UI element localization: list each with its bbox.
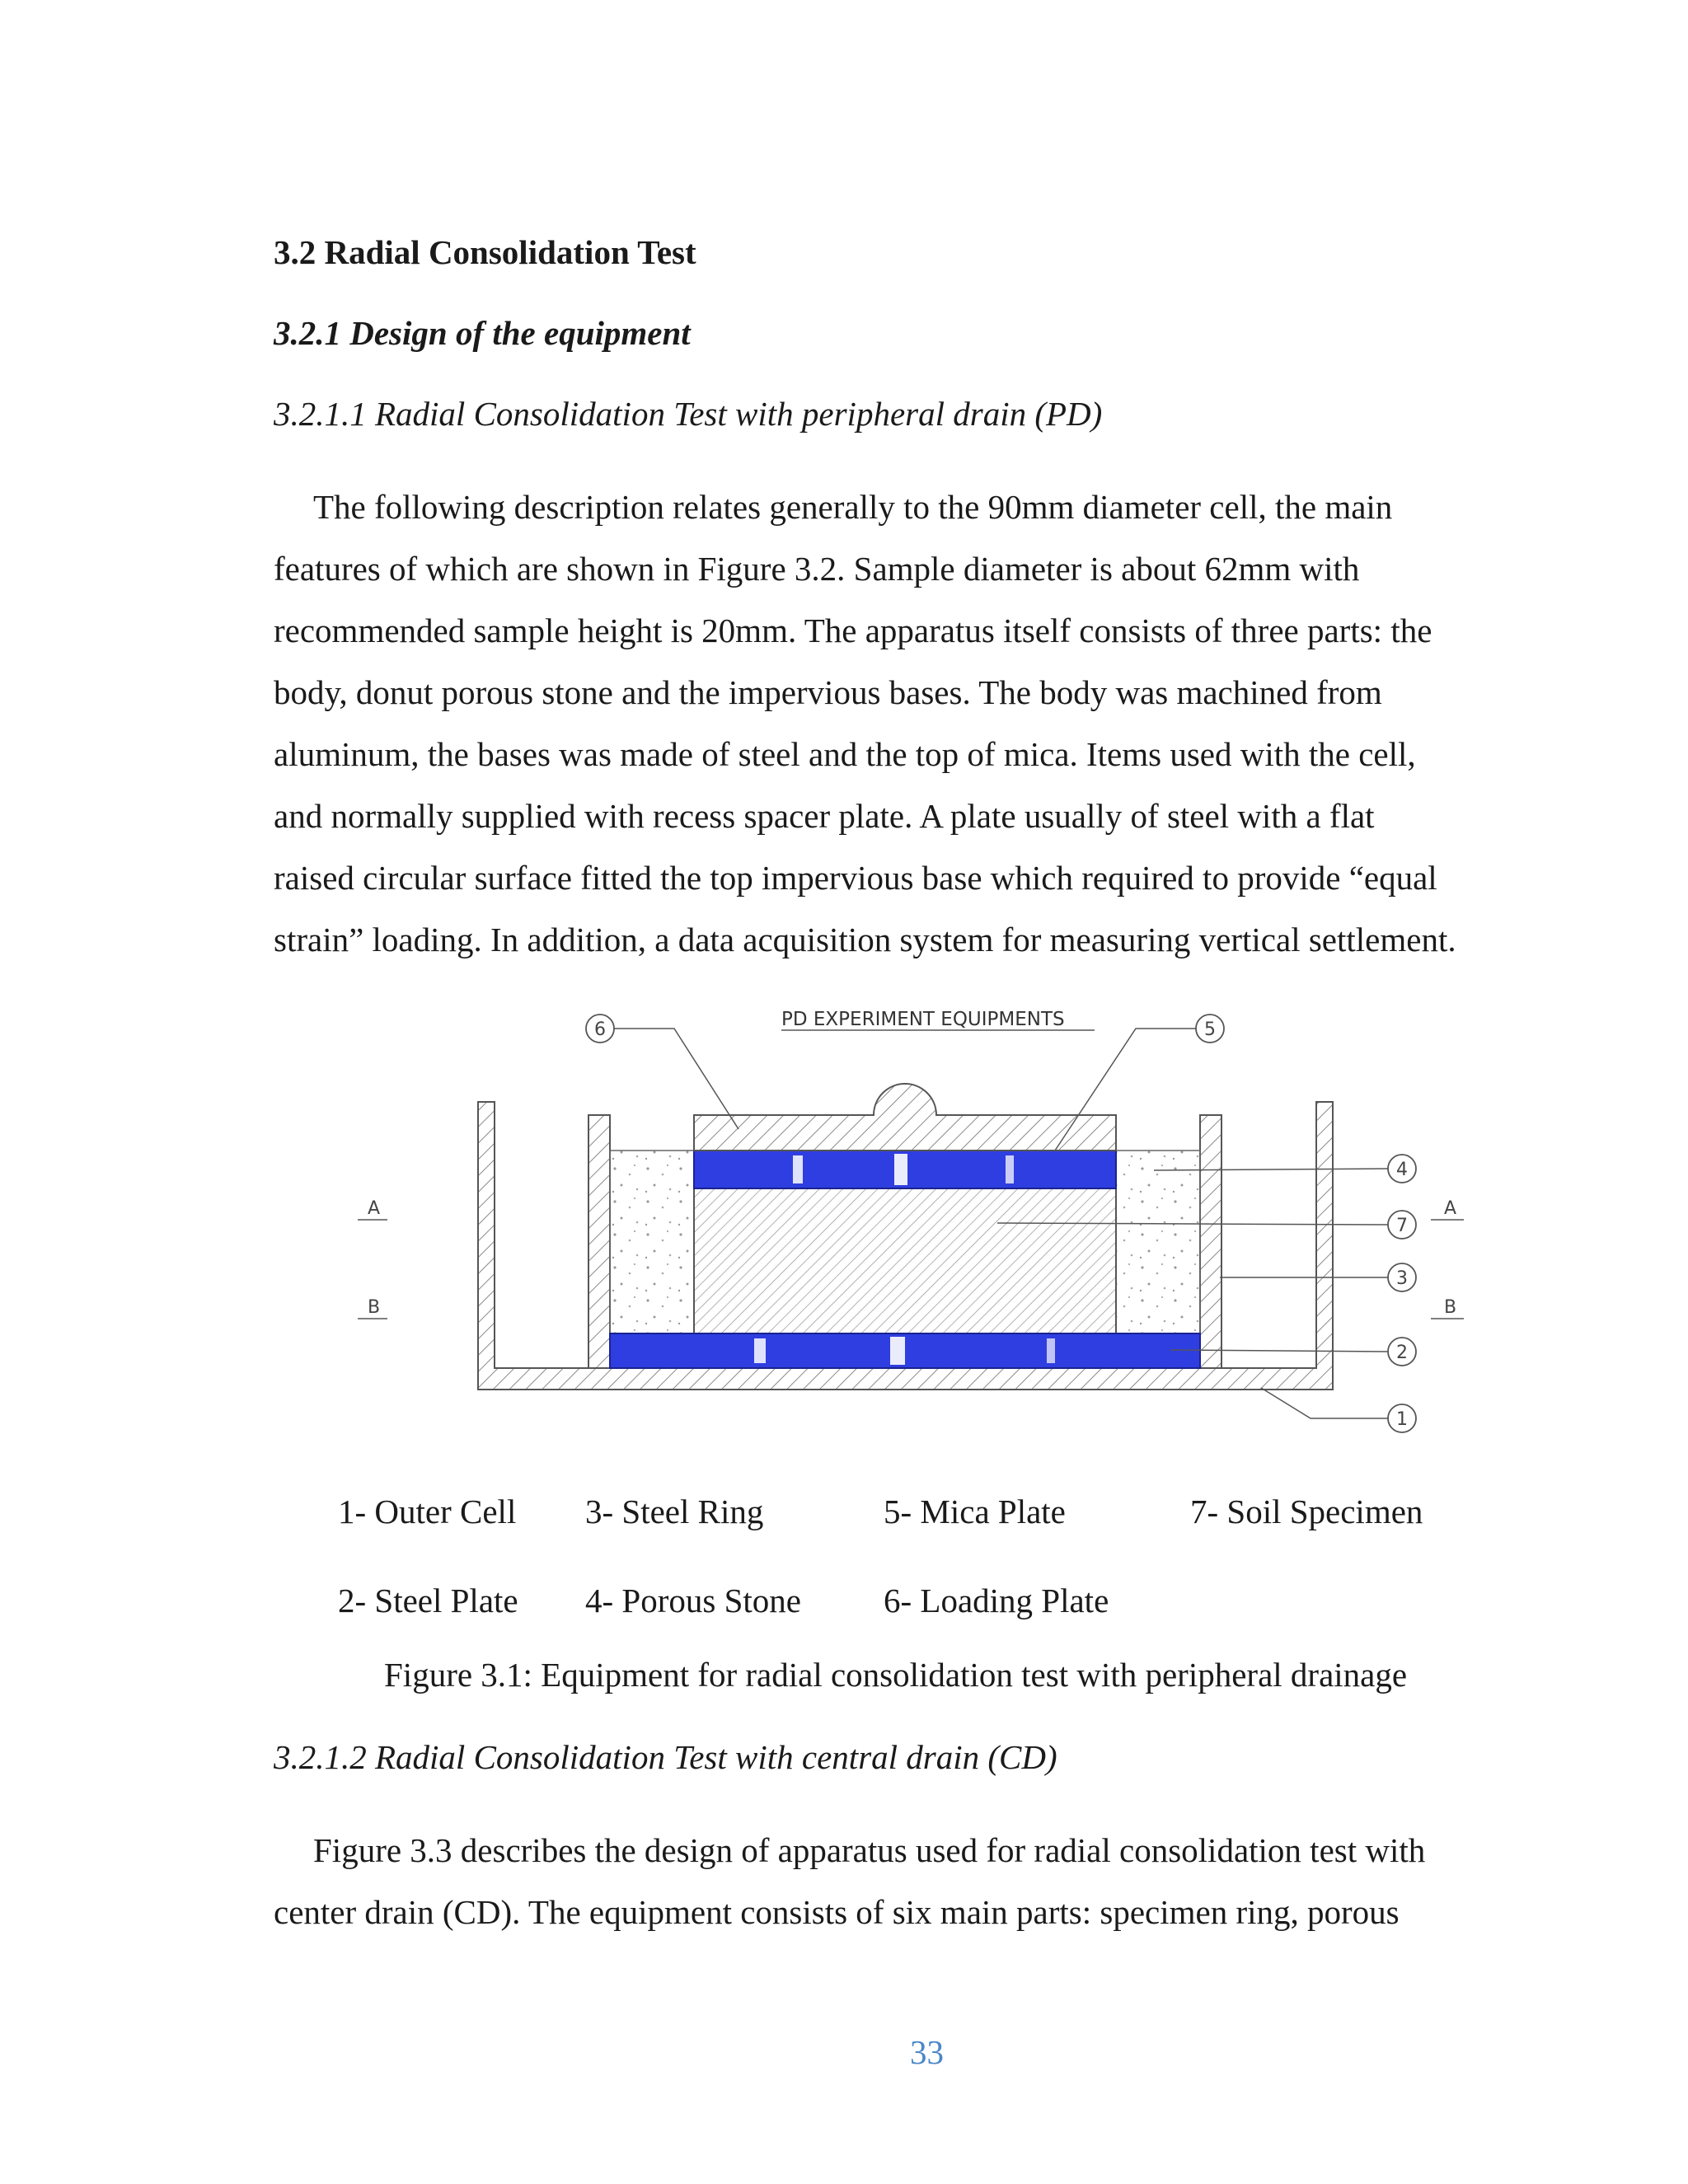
subsubsection-heading-cd: 3.2.1.2 Radial Consolidation Test with central drain (CD) [274,1738,1057,1776]
loading-plate [694,1084,1116,1151]
section-mark-a-left: A [368,1198,381,1219]
legend-item: 6- Loading Plate [884,1582,1109,1619]
paragraph-line: features of which are shown in Figure 3.2. Sample diameter is about 62mm with [274,550,1360,588]
callout-1: 1 [1396,1409,1408,1430]
callout-5: 5 [1204,1019,1216,1040]
drawing-title: PD EXPERIMENT EQUIPMENTS [781,1009,1065,1030]
steel-ring-left [588,1115,610,1368]
callout-2: 2 [1396,1343,1408,1363]
plate-highlight [754,1338,766,1363]
paragraph-line: and normally supplied with recess spacer plate. A plate usually of steel with a flat [274,797,1375,835]
legend-item: 4- Porous Stone [585,1582,801,1619]
plate-highlight [1047,1338,1055,1363]
section-mark-b-right: B [1444,1297,1457,1318]
soil-specimen [694,1188,1116,1333]
page-number: 33 [910,2033,944,2071]
paragraph-line: Figure 3.3 describes the design of apparatus used for radial consolidation test with [313,1831,1426,1869]
section-mark-b-left: B [368,1297,381,1318]
porous-stone-right [1116,1151,1200,1333]
paragraph-line: raised circular surface fitted the top impervious base which required to provide “equal [274,859,1437,897]
porous-stone-left [610,1151,694,1333]
subsection-heading: 3.2.1 Design of the equipment [274,314,691,352]
paragraph-line: recommended sample height is 20mm. The apparatus itself consists of three parts: the [274,612,1432,649]
plate-highlight [894,1154,907,1185]
plate-highlight [890,1337,905,1365]
callout-6: 6 [594,1019,606,1040]
callout-4: 4 [1396,1160,1408,1180]
legend-item: 7- Soil Specimen [1190,1493,1423,1530]
legend-item: 3- Steel Ring [585,1493,764,1530]
section-mark-a-right: A [1444,1198,1457,1219]
callout-7: 7 [1396,1216,1408,1236]
steel-ring-right [1200,1115,1221,1368]
pd-equipment-drawing [346,997,1484,1459]
paragraph-line: strain” loading. In addition, a data acquisition system for measuring vertical settlement. [274,921,1456,958]
callout-3: 3 [1396,1268,1408,1289]
paragraph-pd-description [274,476,1559,971]
legend-item: 1- Outer Cell [338,1493,517,1530]
paragraph-line: The following description relates generally to the 90mm diameter cell, the main [313,488,1393,526]
legend-item: 5- Mica Plate [884,1493,1066,1530]
paragraph-line: body, donut porous stone and the impervious bases. The body was machined from [274,673,1382,711]
plate-highlight [1006,1155,1014,1183]
paragraph-line: center drain (CD). The equipment consists of six main parts: specimen ring, porous [274,1893,1400,1931]
paragraph-line: aluminum, the bases was made of steel and the top of mica. Items used with the cell, [274,735,1416,773]
section-heading: 3.2 Radial Consolidation Test [274,233,696,271]
figure-caption: Figure 3.1: Equipment for radial consolidation test with peripheral drainage [384,1656,1408,1694]
paragraph-cd-description [274,1820,1559,1943]
legend-item: 2- Steel Plate [338,1582,518,1619]
plate-highlight [793,1155,803,1183]
subsubsection-heading-pd: 3.2.1.1 Radial Consolidation Test with peripheral drain (PD) [274,395,1103,433]
